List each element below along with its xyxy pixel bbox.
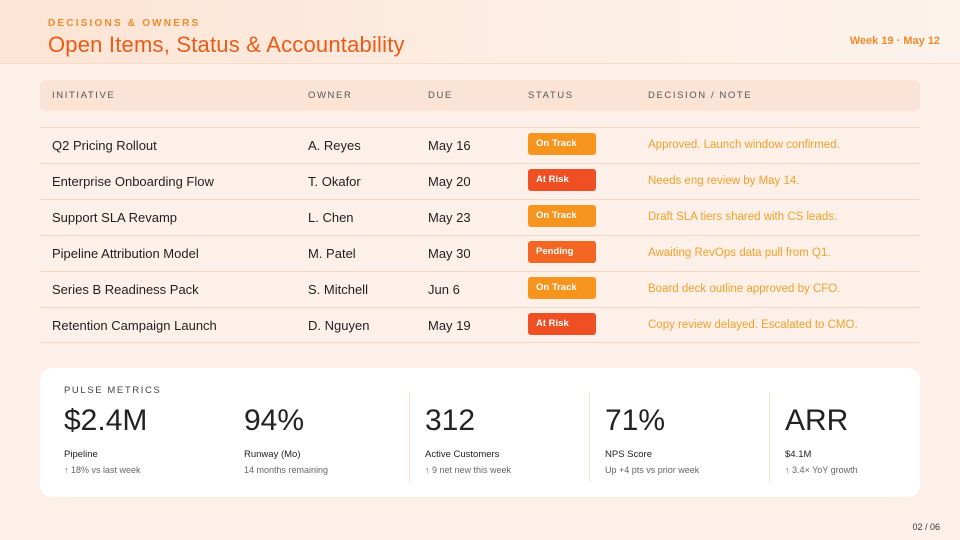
owner-cell: L. Chen <box>308 210 354 225</box>
metric-pipeline <box>64 392 244 482</box>
table-row <box>40 163 920 199</box>
note-cell: Copy review delayed. Escalated to CMO. <box>648 319 858 331</box>
table-row <box>40 271 920 307</box>
table-body <box>40 127 920 343</box>
metric-active-customers <box>409 392 589 482</box>
metric-arr <box>769 392 909 482</box>
initiative-cell: Enterprise Onboarding Flow <box>52 174 214 189</box>
owner-cell: A. Reyes <box>308 138 361 153</box>
table-row <box>40 127 920 163</box>
note-cell: Draft SLA tiers shared with CS leads. <box>648 211 838 223</box>
column-header-owner: OWNER <box>308 90 353 101</box>
metric-value: 71% <box>605 404 666 437</box>
metric-name: $4.1M <box>785 449 812 460</box>
owner-cell: D. Nguyen <box>308 318 370 333</box>
metric-subtext: ↑ 9 net new this week <box>425 465 512 475</box>
table-row <box>40 307 920 343</box>
due-cell: May 19 <box>428 318 471 333</box>
due-cell: May 30 <box>428 246 471 261</box>
metric-value: 94% <box>244 404 305 437</box>
metric-subtext: ↑ 18% vs last week <box>64 465 141 475</box>
owner-cell: S. Mitchell <box>308 282 368 297</box>
metric-runway <box>244 392 424 482</box>
due-cell: May 23 <box>428 210 471 225</box>
metric-subtext: 14 months remaining <box>244 465 329 475</box>
metric-name: Runway (Mo) <box>244 449 301 460</box>
table-row <box>40 235 920 271</box>
column-header-due: DUE <box>428 90 453 101</box>
initiative-cell: Series B Readiness Pack <box>52 282 199 297</box>
due-cell: Jun 6 <box>428 282 460 297</box>
metric-value: 312 <box>425 404 476 437</box>
table-header <box>40 80 920 111</box>
initiative-cell: Support SLA Revamp <box>52 210 178 225</box>
status-badge: At Risk <box>528 313 596 335</box>
metric-subtext: ↑ 3.4× YoY growth <box>785 465 858 475</box>
initiative-cell: Retention Campaign Launch <box>52 318 217 333</box>
status-badge: Pending <box>528 241 596 263</box>
section-eyebrow: DECISIONS & OWNERS <box>48 18 201 29</box>
status-badge: On Track <box>528 277 596 299</box>
due-cell: May 16 <box>428 138 471 153</box>
status-badge: On Track <box>528 133 596 155</box>
owner-cell: M. Patel <box>308 246 356 261</box>
note-cell: Awaiting RevOps data pull from Q1. <box>648 247 831 259</box>
column-header-note: DECISION / NOTE <box>648 90 753 101</box>
metric-value: ARR <box>785 404 849 437</box>
initiative-cell: Pipeline Attribution Model <box>52 246 199 261</box>
column-header-status: STATUS <box>528 90 574 101</box>
owner-cell: T. Okafor <box>308 174 361 189</box>
note-cell: Approved. Launch window confirmed. <box>648 139 840 151</box>
table-row <box>40 199 920 235</box>
status-badge: On Track <box>528 205 596 227</box>
metric-name: Active Customers <box>425 449 500 460</box>
page-number: 02 / 06 <box>912 522 940 532</box>
column-header-initiative: INITIATIVE <box>52 90 116 101</box>
header-bar <box>0 0 960 64</box>
page-title: Open Items, Status & Accountability <box>48 32 405 57</box>
note-cell: Needs eng review by May 14. <box>648 175 800 187</box>
note-cell: Board deck outline approved by CFO. <box>648 283 841 295</box>
metric-nps-score <box>589 392 769 482</box>
metric-name: NPS Score <box>605 449 652 460</box>
open-items-table <box>40 80 920 333</box>
metric-name: Pipeline <box>64 449 98 460</box>
week-label: Week 19 · May 12 <box>849 35 940 47</box>
metrics-label: PULSE METRICS <box>64 385 162 396</box>
initiative-cell: Q2 Pricing Rollout <box>52 138 157 153</box>
pulse-metrics-card <box>40 368 920 497</box>
metric-value: $2.4M <box>64 404 148 437</box>
due-cell: May 20 <box>428 174 471 189</box>
status-badge: At Risk <box>528 169 596 191</box>
metric-subtext: Up +4 pts vs prior week <box>605 465 700 475</box>
